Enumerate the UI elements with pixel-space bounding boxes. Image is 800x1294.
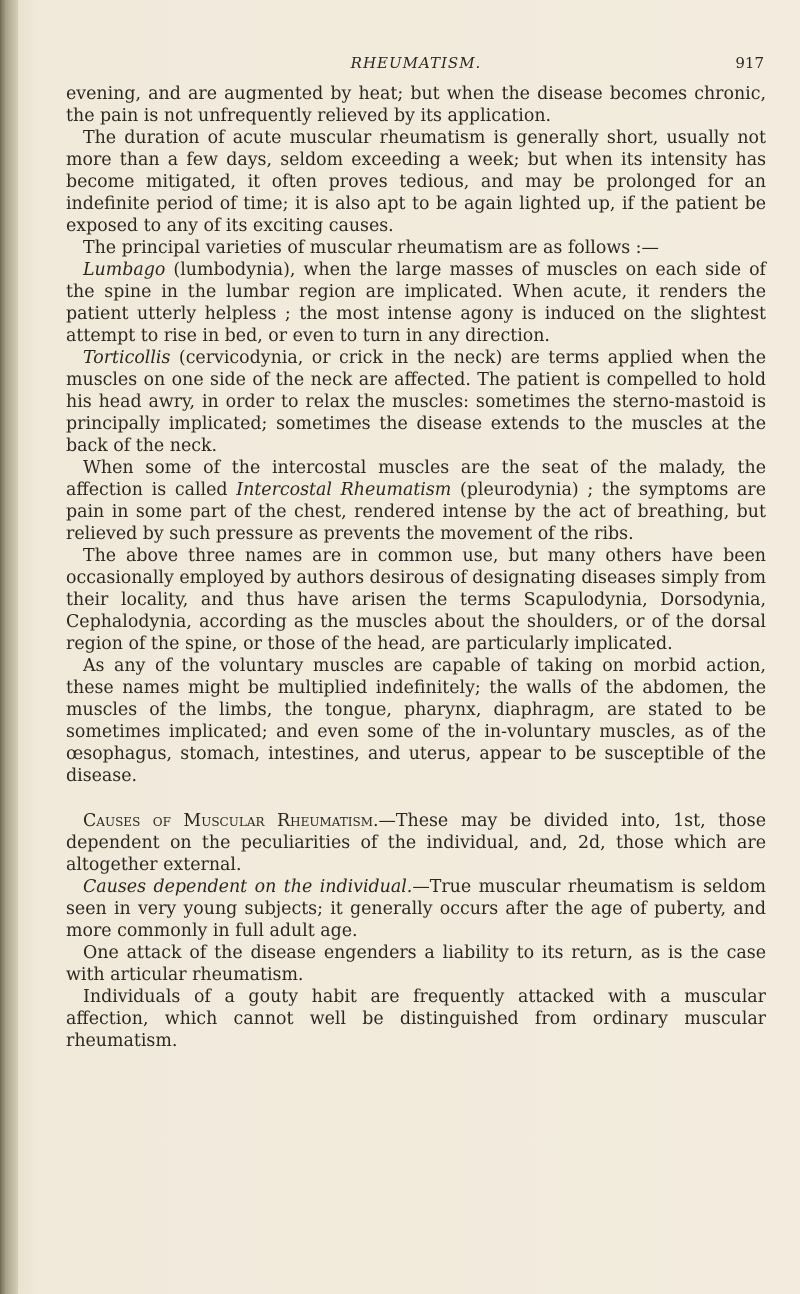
italic-term: Torticollis bbox=[83, 348, 171, 368]
paragraph-text: The duration of acute muscular rheumatism is generally short, usually not more than a few days, seldom exceeding a week; but when its intensity has become mitigated, it often proves tedious, and may be prolonged for an indefinite period of time; it is also apt to be again lighted up, if the patient be exposed to any of its exciting causes. bbox=[66, 128, 766, 236]
paragraph bbox=[66, 127, 766, 237]
paragraph-text: As any of the voluntary muscles are capable of taking on morbid action, these names might be multiplied indefinitely; the walls of the abdomen, the muscles of the limbs, the tongue, pharynx, diaphragm, are stated to be sometimes implicated; and even some of the in-voluntary muscles, as of the œsophagus, stomach, intestines, and uterus, appear to be susceptible of the disease. bbox=[66, 656, 766, 786]
paragraph bbox=[66, 237, 766, 259]
paragraph-text: evening, and are augmented by heat; but when the disease becomes chronic, the pain is not unfrequently relieved by its application. bbox=[66, 84, 766, 126]
paragraph bbox=[66, 545, 766, 655]
running-head: RHEUMATISM. bbox=[350, 54, 482, 72]
paragraph-text: —True muscular rheumatism is seldom seen in very young subjects; it generally occurs after the age of puberty, and more commonly in full adult age. bbox=[66, 877, 766, 941]
paragraph-text: One attack of the disease engenders a liability to its return, as is the case with articular rheumatism. bbox=[66, 943, 766, 985]
paragraph bbox=[66, 942, 766, 986]
paragraph-text: The above three names are in common use, but many others have been occasionally employed by authors desirous of designating diseases simply from their locality, and thus have arisen the terms Scapulodynia, Dorsodynia, Cephalodynia, according as the muscles about the shoulders, or of the dorsal region of the spine, or those of the head, are particularly implicated. bbox=[66, 546, 767, 654]
paragraph bbox=[66, 457, 766, 545]
italic-subheading: Causes dependent on the individual. bbox=[83, 877, 413, 897]
paragraph-text: (lumbodynia), when the large masses of muscles on each side of the spine in the lumbar region are implicated. When acute, it renders the patient utterly helpless ; the most intense agony is induced on the slightest attempt to rise in bed, or even to turn in any direction. bbox=[66, 260, 766, 346]
page-number: 917 bbox=[735, 54, 764, 72]
paragraph-text: When some of the intercostal muscles are the seat of the malady, the affection is called bbox=[66, 458, 766, 500]
paragraph bbox=[66, 259, 766, 347]
book-binding-edge bbox=[0, 0, 18, 1294]
italic-term: Lumbago bbox=[83, 260, 166, 280]
paragraph bbox=[66, 83, 766, 127]
paragraph-text: —These may be divided into, 1st, those dependent on the peculiarities of the individual, and, 2d, those which are altogether external. bbox=[66, 811, 766, 875]
section-heading: Causes of Muscular Rheumatism. bbox=[83, 811, 379, 831]
paragraph bbox=[66, 986, 766, 1052]
italic-term: Intercostal Rheumatism bbox=[236, 480, 452, 500]
body-text bbox=[66, 83, 766, 1052]
paragraph-text: (cervicodynia, or crick in the neck) are terms applied when the muscles on one side of the neck are affected. The patient is compelled to hold his head awry, in order to relax the muscles: sometimes the sterno-mastoid is principally implicated; sometimes the disease extends to the muscles at the back of the neck. bbox=[66, 348, 766, 456]
paragraph-text: (pleurodynia) ; the symptoms are pain in some part of the chest, rendered intense by the act of breathing, but relieved by such pressure as prevents the movement of the ribs. bbox=[66, 480, 767, 544]
paragraph bbox=[66, 347, 766, 457]
page-header bbox=[66, 54, 766, 80]
paragraph bbox=[66, 876, 766, 942]
paragraph bbox=[66, 655, 766, 787]
paragraph-text: Individuals of a gouty habit are frequently attacked with a muscular affection, which cannot well be distinguished from ordinary muscular rheumatism. bbox=[66, 987, 766, 1051]
paragraph-text: The principal varieties of muscular rheumatism are as follows :— bbox=[83, 238, 659, 258]
section-spacer bbox=[66, 787, 766, 810]
section-paragraph bbox=[66, 810, 766, 876]
